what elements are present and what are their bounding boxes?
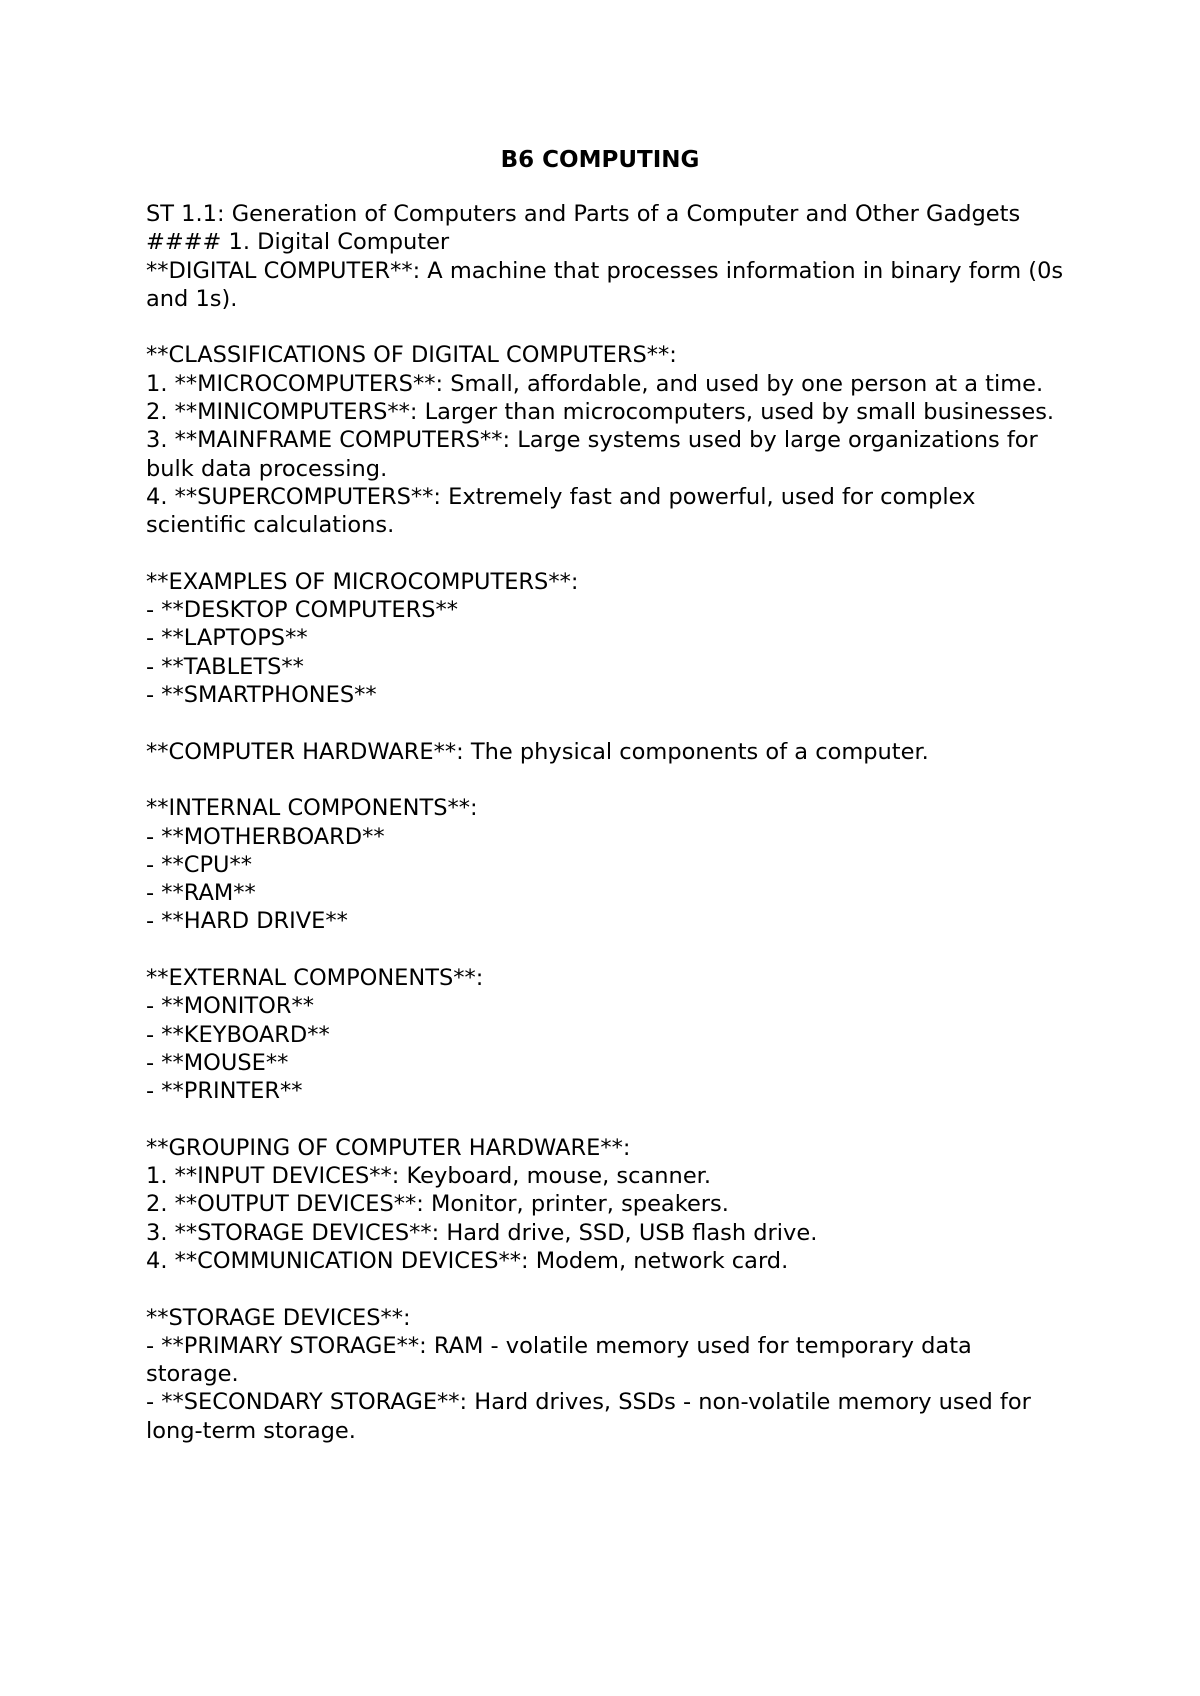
section-label: **CLASSIFICATIONS OF DIGITAL COMPUTERS**:: [146, 342, 677, 369]
list-item: 2. **MINICOMPUTERS**: Larger than microcomputers, used by small businesses.: [146, 399, 1055, 426]
list-item: 1. **INPUT DEVICES**: Keyboard, mouse, scanner.: [146, 1163, 711, 1190]
document-body: [146, 200, 1066, 1445]
list-item: - **SMARTPHONES**: [146, 682, 377, 709]
paragraph: **DIGITAL COMPUTER**: A machine that processes information in binary form (0s and 1s).: [146, 257, 1064, 312]
blank-line: [146, 1275, 1066, 1303]
list-item: - **HARD DRIVE**: [146, 908, 348, 935]
list-item: - **PRIMARY STORAGE**: RAM - volatile memory used for temporary data storage.: [146, 1332, 972, 1388]
list-item: 3. **STORAGE DEVICES**: Hard drive, SSD, USB flash drive.: [146, 1219, 818, 1246]
list-item: - **KEYBOARD**: [146, 1021, 330, 1048]
blank-line: [146, 766, 1066, 794]
list-item: - **PRINTER**: [146, 1078, 303, 1105]
list-item: - **DESKTOP COMPUTERS**: [146, 597, 459, 624]
list-item: 4. **SUPERCOMPUTERS**: Extremely fast and powerful, used for complex scientific calculations.: [146, 483, 976, 539]
section-label: **STORAGE DEVICES**:: [146, 1304, 411, 1331]
section-label: **EXTERNAL COMPONENTS**:: [146, 965, 484, 992]
section-label: **GROUPING OF COMPUTER HARDWARE**:: [146, 1134, 631, 1161]
list-item: - **CPU**: [146, 851, 253, 878]
paragraph: **COMPUTER HARDWARE**: The physical components of a computer.: [146, 738, 929, 765]
document-title: B6 COMPUTING: [500, 147, 700, 173]
blank-line: [146, 313, 1066, 341]
blank-line: [146, 709, 1066, 737]
list-item: 1. **MICROCOMPUTERS**: Small, affordable, and used by one person at a time.: [146, 370, 1044, 397]
list-item: - **TABLETS**: [146, 653, 304, 680]
list-item: - **MOTHERBOARD**: [146, 823, 385, 850]
subtopic-heading: ST 1.1: Generation of Computers and Parts of a Computer and Other Gadgets: [146, 201, 1021, 227]
blank-line: [146, 1106, 1066, 1134]
section-label: **INTERNAL COMPONENTS**:: [146, 795, 478, 822]
list-item: - **MOUSE**: [146, 1049, 289, 1076]
section-heading: #### 1. Digital Computer: [146, 229, 450, 256]
list-item: 3. **MAINFRAME COMPUTERS**: Large systems used by large organizations for bulk data processing.: [146, 427, 1038, 482]
section-label: **EXAMPLES OF MICROCOMPUTERS**:: [146, 568, 579, 595]
blank-line: [146, 936, 1066, 964]
list-item: - **RAM**: [146, 880, 256, 907]
list-item: - **LAPTOPS**: [146, 625, 308, 652]
blank-line: [146, 540, 1066, 568]
list-item: 4. **COMMUNICATION DEVICES**: Modem, network card.: [146, 1247, 789, 1274]
list-item: - **MONITOR**: [146, 993, 314, 1020]
list-item: 2. **OUTPUT DEVICES**: Monitor, printer, speakers.: [146, 1191, 729, 1218]
list-item: - **SECONDARY STORAGE**: Hard drives, SSDs - non-volatile memory used for long-term storage.: [146, 1389, 1031, 1444]
